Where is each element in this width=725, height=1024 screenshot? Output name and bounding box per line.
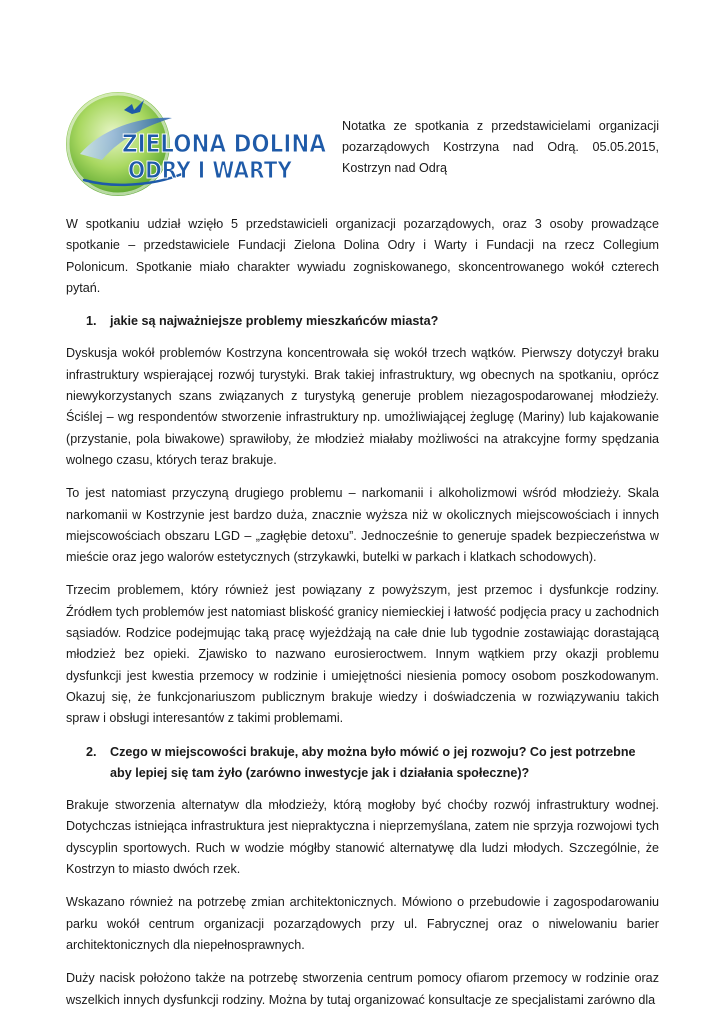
q2-paragraph-2: Wskazano również na potrzebę zmian architektonicznych. Mówiono o przebudowie i zagospodarowaniu parku wokół centrum organizacji pozarządowych przy ul. Fabrycznej oraz o niwelowaniu barier architektonicznych dla niepełnosprawnych. [66,895,659,952]
question-2 [66,742,659,785]
question-1 [66,311,659,332]
q1-paragraph-3: Trzecim problemem, który również jest powiązany z powyższym, jest przemoc i dysfunkcje rodziny. Źródłem tych problemów jest natomiast bliskość granicy niemieckiej i łatwość podjęcia pracy u zachodnich sąsiadów. Rodzice podejmując taką pracę wyjeżdżają na całe dnie lub tygodnie zostawiając dorastającą młodzież bez opieki. Zjawisko to nazwano eurosieroctwem. Innym wątkiem przy okazji problemu dysfunkcji jest kwestia przemocy w rodzinie i umiejętności niesienia pomocy osobom poszkodowanym. Okazuj się, że funkcjonariuszom publicznym brakuje wiedzy i doświadczenia w rozwiązywaniu takich spraw i obsługi interesantów z takimi problemami. [66,583,659,726]
q1-paragraph-2: To jest natomiast przyczyną drugiego problemu – narkomanii i alkoholizmowi wśród młodzieży. Skala narkomanii w Kostrzynie jest bardzo duża, znacznie wyższa niż w okolicznych miejscowościach i innych miejscowościach obszaru LGD – „zagłębie detoxu”. Jednocześnie to generuje spadek bezpieczeństwa w mieście oraz jego walorów estetycznych (strzykawki, butelki w parkach i klatkach schodowych). [66,486,659,565]
logo-graphic [62,88,330,200]
logo-line2: ODRY I WARTY [128,158,293,184]
question-2-text: Czego w miejscowości brakuje, aby można było mówić o jej rozwoju? Co jest potrzebne aby lepiej się tam żyło (zarówno inwestycje jak i działania społeczne)? [110,744,636,780]
document-body [66,214,659,1023]
question-1-number: 1. [86,314,97,329]
header-note: Notatka ze spotkania z przedstawicielami organizacji pozarządowych Kostrzyna nad Odrą. 05.05.2015, Kostrzyn nad Odrą [342,119,659,175]
intro-paragraph: W spotkaniu udział wzięło 5 przedstawicieli organizacji pozarządowych, oraz 3 osoby prowadzące spotkanie – przedstawiciele Fundacji Zielona Dolina Odry i Warty i Fundacji na rzecz Collegium Polonicum. Spotkanie miało charakter wywiadu zogniskowanego, skoncentrowanego wokół czterech pytań. [66,217,659,295]
logo-zielona-dolina [62,88,330,200]
q1-paragraph-1: Dyskusja wokół problemów Kostrzyna koncentrowała się wokół trzech wątków. Pierwszy dotyczył braku infrastruktury wspierającej rozwój turystyki. Brak takiej infrastruktury, wg obecnych na spotkaniu, oprócz niewykorzystanych szans związanych z turystyką generuje problem niezagospodarowanej młodzieży. Ściślej – wg respondentów stworzenie infrastruktury np. umożliwiającej żeglugę (Mariny) lub kajakowanie (przystanie, pola biwakowe) sprawiłoby, że młodzież miałaby możliwości na atrakcyjne formy spędzania wolnego czasu, których teraz brakuje. [66,346,659,467]
question-1-text: jakie są najważniejsze problemy mieszkańców miasta? [110,314,439,329]
q2-paragraph-3: Duży nacisk położono także na potrzebę stworzenia centrum pomocy ofiarom przemocy w rodzinie oraz wszelkich innych dysfunkcji rodziny. Można by tutaj organizować konsultacje ze specjalistami zarówno dla [66,971,659,1007]
q2-paragraph-1: Brakuje stworzenia alternatyw dla młodzieży, którą mogłoby być choćby rozwój infrastruktury wodnej. Dotychczas istniejąca infrastruktura jest niepraktyczna i nieprzemyślana, zatem nie sprzyja rozwojowi tych dyscyplin sportowych. Ruch w wodzie mógłby stanowić alternatywę dla ludzi młodych. Szczególnie, że Kostrzyn to miasto dwóch rzek. [66,798,659,877]
question-2-number: 2. [86,744,97,759]
logo-line1: ZIELONA DOLINA [122,129,327,158]
